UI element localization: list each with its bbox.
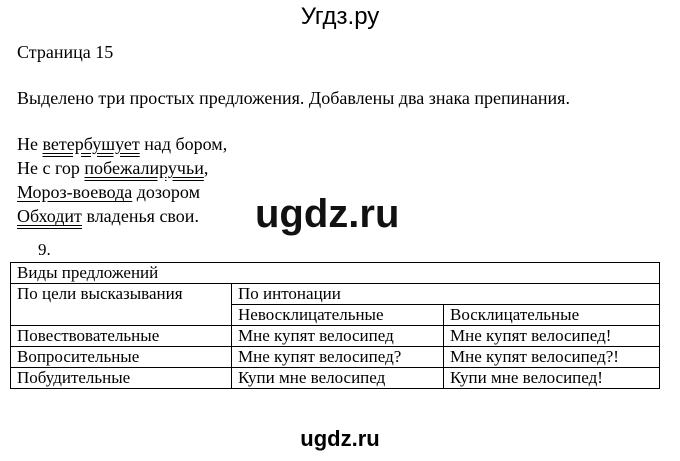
non-exclamatory-example: Мне купят велосипед? [232, 347, 444, 368]
purpose-header: По цели высказывания [11, 284, 232, 326]
exclamatory-example: Мне купят велосипед?! [444, 347, 660, 368]
poem-text: Не с гор [17, 158, 85, 178]
poem-text: владенья свои. [81, 206, 199, 226]
poem-predicate: ветербушует [42, 134, 140, 154]
poem-line-4 [17, 204, 227, 228]
poem-line-2 [17, 156, 227, 180]
poem-subject: Мороз-воевода [17, 182, 133, 202]
poem-line-3 [17, 180, 227, 204]
poem [17, 132, 227, 228]
sentence-type: Повествовательные [11, 326, 232, 347]
non-exclamatory-example: Купи мне велосипед [232, 368, 444, 389]
task-number: 9. [38, 240, 51, 259]
exclamatory-header: Восклицательные [444, 305, 660, 326]
non-exclamatory-header: Невосклицательные [232, 305, 444, 326]
sentence-type: Вопросительные [11, 347, 232, 368]
exclamatory-example: Купи мне велосипед! [444, 368, 660, 389]
poem-predicate: Обходит [17, 206, 82, 226]
poem-text: Не [17, 134, 43, 154]
table-row [11, 347, 660, 368]
table-row [11, 368, 660, 389]
poem-predicate: побежалиручьи [84, 158, 204, 178]
non-exclamatory-example: Мне купят велосипед [232, 326, 444, 347]
task-note: Выделено три простых предложения. Добавлены два знака препинания. [17, 88, 570, 108]
table-title: Виды предложений [11, 263, 660, 284]
site-header: Угдз.ру [300, 3, 380, 30]
watermark: ugdz.ru [255, 192, 400, 236]
poem-text: над бором, [139, 134, 228, 154]
poem-text: , [203, 158, 209, 178]
sentence-types-table [10, 262, 660, 389]
table-row [11, 326, 660, 347]
table-header-row [11, 284, 660, 305]
intonation-header: По интонации [232, 284, 660, 305]
poem-text: дозором [132, 182, 200, 202]
table-title-row [11, 263, 660, 284]
footer-brand: ugdz.ru [300, 426, 380, 451]
sentence-type: Побудительные [11, 368, 232, 389]
page-number: Страница 15 [17, 42, 114, 62]
exclamatory-example: Мне купят велосипед! [444, 326, 660, 347]
poem-line-1 [17, 132, 227, 156]
